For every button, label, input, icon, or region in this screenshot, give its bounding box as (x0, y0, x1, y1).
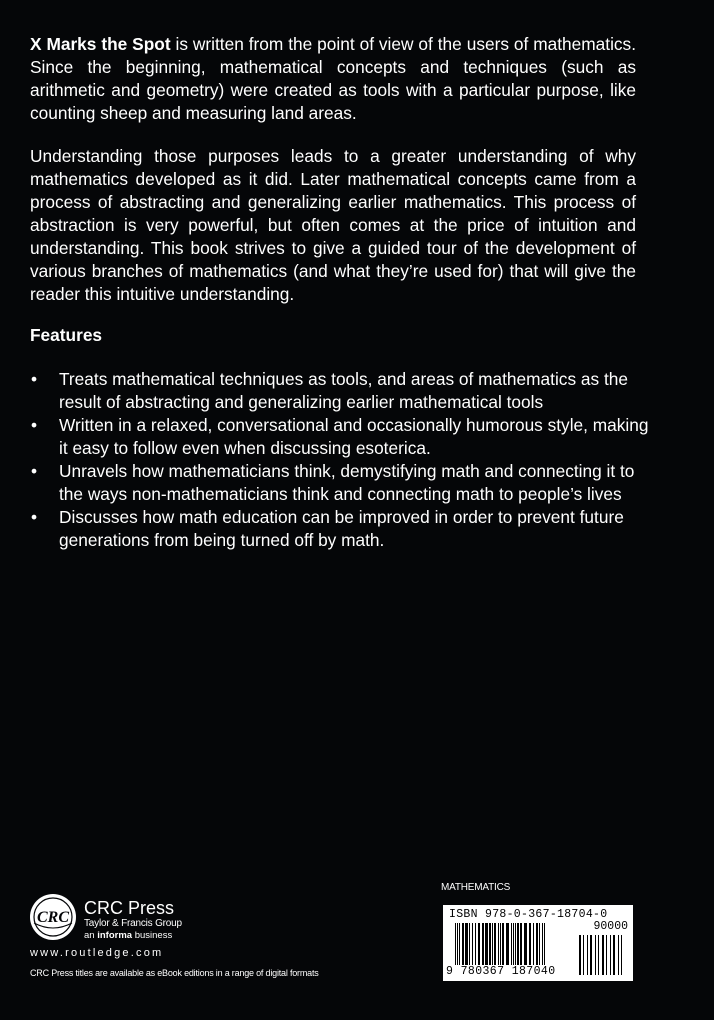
barcode-addon-bar (583, 935, 584, 975)
intro-text: is written from the point of view of the users of mathematics. Since the beginning, mathematical concepts and techniques (such as arithmetic and geometry) were created as tools with a particular purpose, like counting sheep and measuring land areas. (30, 34, 636, 123)
barcode-bar (485, 923, 488, 965)
barcode-bar (457, 923, 458, 971)
ean-number: 9 780367 187040 (446, 965, 556, 978)
barcode (443, 905, 633, 981)
bullet-icon: • (31, 415, 38, 435)
publisher-group: Taylor & Francis Group (84, 918, 182, 929)
barcode-bar (536, 923, 538, 965)
informa-brand: informa (97, 930, 133, 941)
bullet-icon: • (31, 507, 38, 527)
feature-item (30, 368, 650, 414)
barcode-bar (502, 923, 504, 965)
logo-text: CRC (36, 909, 70, 926)
bullet-icon: • (31, 369, 38, 389)
feature-text: Unravels how mathematicians think, demystifying math and connecting it to the ways non-mathematicians think and connecting math to people’s lives (59, 461, 635, 504)
book-title: X Marks the Spot (30, 34, 171, 54)
barcode-bar (515, 923, 516, 965)
feature-text: Treats mathematical techniques as tools, and areas of mathematics as the result of abstracting and generalizing earlier mathematical tools (59, 369, 628, 412)
publisher-name: CRC Press (84, 898, 175, 918)
barcode-bar (465, 923, 468, 965)
barcode-addon-bar (602, 935, 604, 975)
bullet-icon: • (31, 461, 38, 481)
price-code: 90000 (593, 920, 628, 933)
barcode-bar (520, 923, 522, 965)
barcode-bar (529, 923, 531, 965)
informa-prefix: an (84, 930, 98, 941)
barcode-addon-bar (587, 935, 588, 975)
barcode-bar (462, 923, 464, 965)
feature-item (30, 414, 650, 460)
barcode-bar (513, 923, 514, 965)
barcode-bar (492, 923, 493, 965)
publisher-url: www.routledge.com (30, 947, 164, 959)
barcode-addon-bar (590, 935, 592, 975)
barcode-addon-bar (606, 935, 607, 975)
barcode-addon-bar (610, 935, 611, 975)
publisher-block (84, 898, 182, 942)
barcode-bar (533, 923, 534, 965)
informa-line (84, 930, 182, 942)
crc-logo-icon (28, 893, 78, 941)
barcode-bar (472, 923, 473, 965)
barcode-bar (455, 923, 456, 971)
barcode-addon-bar (595, 935, 596, 975)
features-heading: Features (30, 325, 103, 345)
feature-item (30, 460, 650, 506)
barcode-bar (482, 923, 484, 965)
barcode-bar (506, 923, 509, 965)
subject-label: MATHEMATICS (441, 882, 511, 893)
barcode-addon-bar (618, 935, 619, 975)
feature-item (30, 506, 650, 552)
isbn-text: ISBN 978-0-367-18704-0 (449, 908, 608, 921)
ebook-note: CRC Press titles are available as eBook editions in a range of digital formats (30, 968, 319, 978)
barcode-addon-bar (621, 935, 622, 975)
feature-text: Written in a relaxed, conversational and occasionally humorous style, making it easy to follow even when discussing esoterica. (59, 415, 649, 458)
barcode-bar (542, 923, 543, 971)
feature-text: Discusses how math education can be improved in order to prevent future generations from being turned off by math. (59, 507, 624, 550)
barcode-bar (517, 923, 519, 965)
barcode-bar (459, 923, 460, 965)
features-list (30, 368, 650, 552)
barcode-bar (475, 923, 476, 965)
barcode-addon-bar (598, 935, 599, 975)
barcode-bar (544, 923, 545, 971)
barcode-addon-bar (579, 935, 581, 975)
barcode-addon-bar (613, 935, 615, 975)
barcode-bar (524, 923, 527, 965)
barcode-bar (469, 923, 470, 965)
description-paragraph: Understanding those purposes leads to a greater understanding of why mathematics developed as it did. Later mathematical concepts came from a process of abstracting and generalizing earlier mathematics. This process of abstraction is very powerful, but often comes at the price of intuition and understanding. This book strives to give a guided tour of the development of various branches of mathematics (and what they’re used for) that will give the reader this intuitive understanding. (30, 146, 636, 304)
barcode-bar (500, 923, 501, 965)
barcode-bar (489, 923, 491, 965)
barcode-bar (494, 923, 496, 965)
barcode-bar (478, 923, 480, 965)
barcode-bar (539, 923, 540, 965)
intro-paragraph (30, 33, 636, 125)
informa-suffix: business (132, 930, 173, 941)
barcode-bar (511, 923, 512, 965)
barcode-bar (498, 923, 499, 965)
